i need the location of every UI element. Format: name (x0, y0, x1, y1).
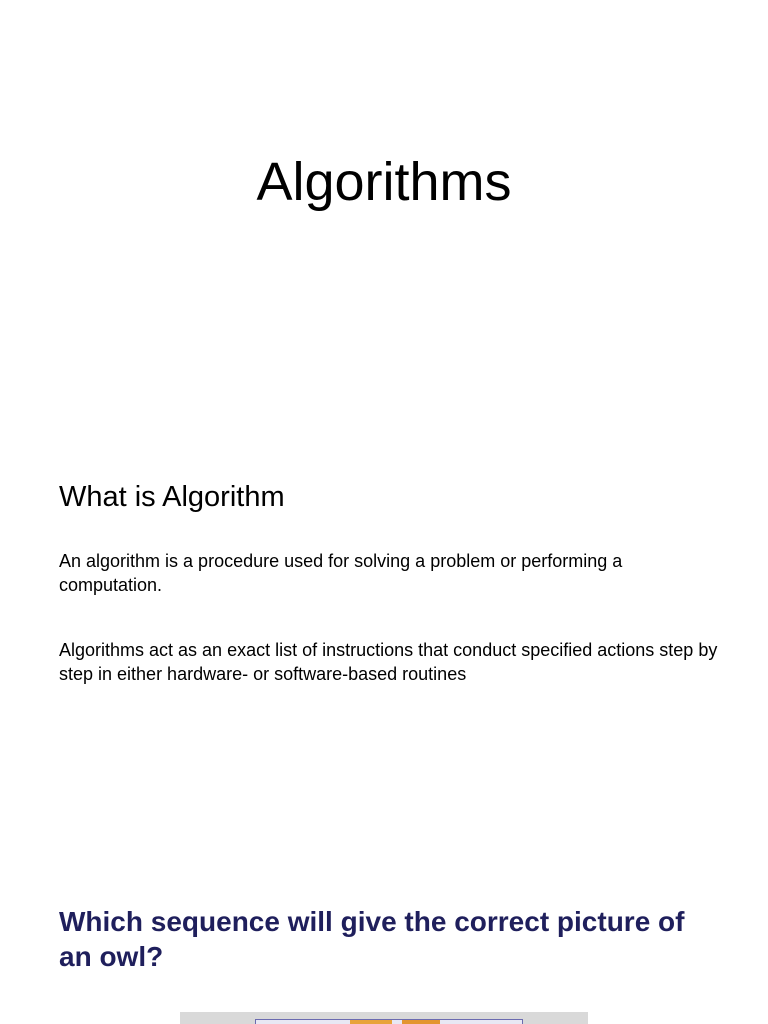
owl-picture-piece (350, 1020, 392, 1024)
slide-title (0, 0, 768, 432)
description-paragraph: Algorithms act as an exact list of instructions that conduct specified actions step by step in either hardware- or software-based routines (59, 640, 718, 684)
presentation-title: Algorithms (256, 152, 512, 212)
slide-owl-question (0, 864, 768, 1024)
slide-heading: What is Algorithm (59, 481, 285, 513)
owl-picture-piece (402, 1020, 440, 1024)
owl-question-heading: Which sequence will give the correct picture of an owl? (59, 906, 685, 972)
definition-paragraph: An algorithm is a procedure used for solving a problem or performing a computation. (59, 551, 623, 595)
owl-sequence-image (180, 1012, 588, 1024)
slide-definition (0, 432, 768, 864)
